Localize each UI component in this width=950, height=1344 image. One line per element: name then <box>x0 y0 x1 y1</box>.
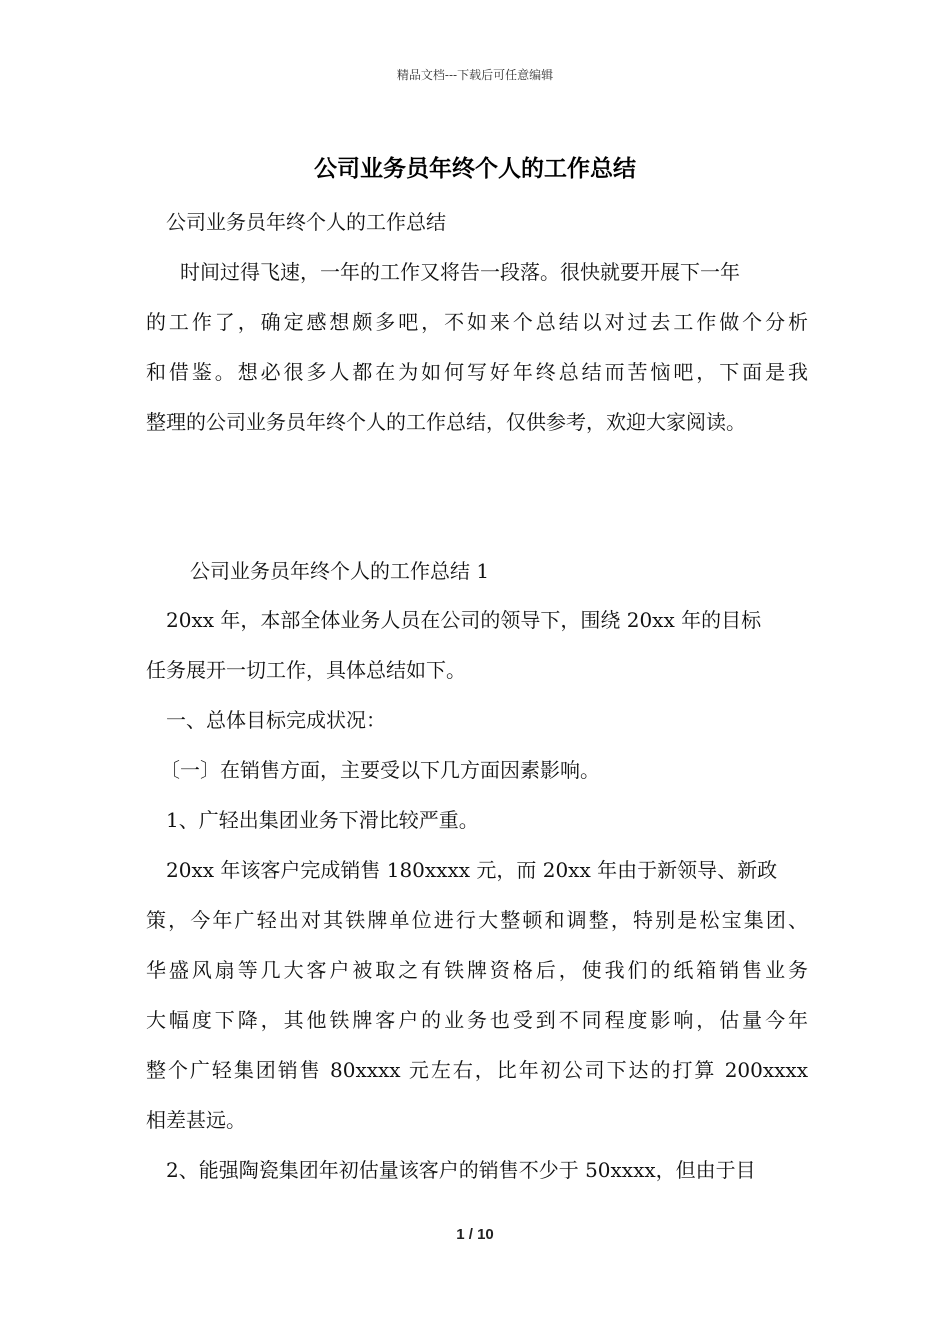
intro-line: 和借鉴。想必很多人都在为如何写好年终总结而苦恼吧，下面是我 <box>146 360 808 384</box>
paragraph-line: 任务展开一切工作，具体总结如下。 <box>146 658 466 682</box>
paragraph-line: 整个广轻集团销售 80xxxx 元左右，比年初公司下达的打算 200xxxx <box>146 1058 808 1082</box>
paragraph-line: 20xx 年该客户完成销售 180xxxx 元，而 20xx 年由于新领导、新政 <box>166 858 778 882</box>
paragraph-line: 华盛风扇等几大客户被取之有铁牌资格后，使我们的纸箱销售业务 <box>146 958 808 982</box>
intro-line: 的工作了，确定感想颇多吧，不如来个总结以对过去工作做个分析 <box>146 310 808 334</box>
document-title: 公司业务员年终个人的工作总结 <box>314 155 636 182</box>
list-item: 2、能强陶瓷集团年初估量该客户的销售不少于 50xxxx，但由于目 <box>166 1158 756 1182</box>
paragraph-line: 大幅度下降，其他铁牌客户的业务也受到不同程度影响，估量今年 <box>146 1008 808 1032</box>
list-item: 1、广轻出集团业务下滑比较严重。 <box>166 808 479 832</box>
intro-line: 时间过得飞速，一年的工作又将告一段落。很快就要开展下一年 <box>180 260 740 284</box>
paragraph-line: 20xx 年，本部全体业务人员在公司的领导下，围绕 20xx 年的目标 <box>166 608 762 632</box>
page-header: 精品文档---下载后可任意编辑 <box>396 68 554 82</box>
paragraph-line: 相差甚远。 <box>146 1108 246 1132</box>
paragraph-line: 策，今年广轻出对其铁牌单位进行大整顿和调整，特别是松宝集团、 <box>146 908 808 932</box>
subtitle: 公司业务员年终个人的工作总结 <box>166 210 446 234</box>
heading-sales: 〔一〕在销售方面，主要受以下几方面因素影响。 <box>160 758 600 782</box>
section-title: 公司业务员年终个人的工作总结 1 <box>190 559 490 583</box>
intro-line: 整理的公司业务员年终个人的工作总结，仅供参考，欢迎大家阅读。 <box>146 410 746 434</box>
page-number: 1 / 10 <box>456 1226 494 1243</box>
heading-overall-goals: 一、总体目标完成状况： <box>166 708 386 732</box>
